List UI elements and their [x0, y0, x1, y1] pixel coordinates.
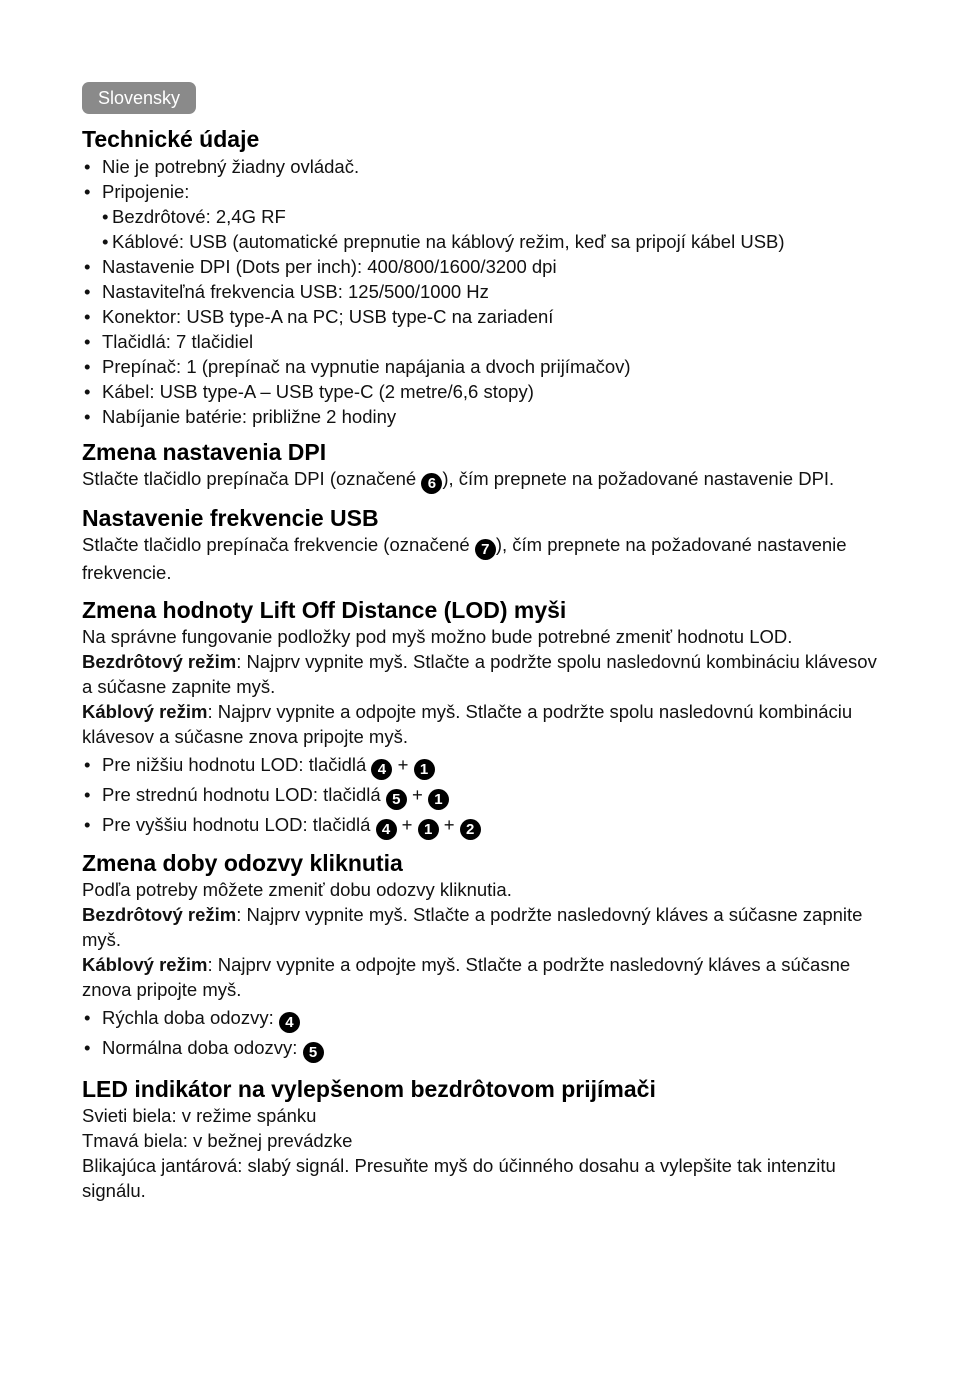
- click-intro: Podľa potreby môžete zmeniť dobu odozvy kliknutia.: [82, 879, 512, 900]
- connection-wired: • Káblové: USB (automatické prepnutie na káblový režim, keď sa pripojí kábel USB): [102, 229, 882, 254]
- specs-heading: Technické údaje: [82, 126, 260, 152]
- click-response-heading: Zmena doby odozvy kliknutia: [82, 850, 403, 876]
- lod-low: • Pre nižšiu hodnotu LOD: tlačidlá 4 + 1: [82, 750, 882, 780]
- button-6-badge: 6: [421, 473, 442, 494]
- spec-charging: • Nabíjanie batérie: približne 2 hodiny: [82, 404, 882, 429]
- key-badge: 4: [279, 1012, 300, 1033]
- key-badge: 5: [303, 1042, 324, 1063]
- spec-switch: • Prepínač: 1 (prepínač na vypnutie napájania a dvoch prijímačov): [82, 354, 882, 379]
- language-tab: Slovensky: [82, 82, 196, 114]
- lod-intro: Na správne fungovanie podložky pod myš možno bude potrebné zmeniť hodnotu LOD.: [82, 626, 793, 647]
- key-badge: 4: [371, 759, 392, 780]
- lod-wired: Káblový režim: Najprv vypnite a odpojte myš. Stlačte a podržte spolu nasledovnú kombináciu klávesov a súčasne znova pripojte myš.: [82, 701, 853, 747]
- spec-buttons: • Tlačidlá: 7 tlačidiel: [82, 329, 882, 354]
- connection-sublist: [102, 204, 882, 254]
- key-badge: 1: [414, 759, 435, 780]
- key-badge: 5: [386, 789, 407, 810]
- spec-dpi: • Nastavenie DPI (Dots per inch): 400/800/1600/3200 dpi: [82, 254, 882, 279]
- usb-frequency-text: Stlačte tlačidlo prepínača frekvencie (označené 7 ), čím prepnete na požadované nastavenie frekvencie.: [82, 534, 847, 583]
- spec-usb-frequency: • Nastaviteľná frekvencia USB: 125/500/1000 Hz: [82, 279, 882, 304]
- spec-connection: [82, 179, 882, 254]
- led-line: Svieti biela: v režime spánku: [82, 1105, 317, 1126]
- lod-wireless: Bezdrôtový režim: Najprv vypnite myš. Stlačte a podržte spolu nasledovnú kombináciu klávesov a súčasne zapnite myš.: [82, 651, 877, 697]
- click-options: [82, 1003, 882, 1063]
- click-wired: Káblový režim: Najprv vypnite a odpojte myš. Stlačte a podržte nasledovný kláves a súčasne znova pripojte myš.: [82, 954, 851, 1000]
- key-badge: 4: [376, 819, 397, 840]
- lod-options: [82, 750, 882, 840]
- connection-wireless: • Bezdrôtové: 2,4G RF: [102, 204, 882, 229]
- dpi-text: Stlačte tlačidlo prepínača DPI (označené 6 ), čím prepnete na požadované nastavenie DPI.: [82, 468, 835, 492]
- lod-mid: • Pre strednú hodnotu LOD: tlačidlá 5 + 1: [82, 780, 882, 810]
- spec-connection-label: Pripojenie:: [102, 181, 190, 202]
- key-badge: 2: [460, 819, 481, 840]
- usb-frequency-heading: Nastavenie frekvencie USB: [82, 505, 379, 531]
- key-badge: 1: [428, 789, 449, 810]
- spec-driver: • Nie je potrebný žiadny ovládač.: [82, 154, 882, 179]
- click-fast: • Rýchla doba odozvy: 4: [82, 1003, 882, 1033]
- spec-connector: • Konektor: USB type-A na PC; USB type-C na zariadení: [82, 304, 882, 329]
- led-line: Tmavá biela: v bežnej prevádzke: [82, 1130, 353, 1151]
- lod-heading: Zmena hodnoty Lift Off Distance (LOD) myši: [82, 597, 567, 623]
- button-7-badge: 7: [475, 539, 496, 560]
- dpi-heading: Zmena nastavenia DPI: [82, 439, 327, 465]
- led-heading: LED indikátor na vylepšenom bezdrôtovom prijímači: [82, 1076, 656, 1102]
- lod-high: • Pre vyššiu hodnotu LOD: tlačidlá 4 + 1 + 2: [82, 810, 882, 840]
- specs-list: [82, 154, 882, 429]
- spec-cable: • Kábel: USB type-A – USB type-C (2 metre/6,6 stopy): [82, 379, 882, 404]
- manual-page: [82, 82, 882, 1203]
- led-line: Blikajúca jantárová: slabý signál. Presuňte myš do účinného dosahu a vylepšite tak intenzitu signálu.: [82, 1155, 836, 1201]
- click-wireless: Bezdrôtový režim: Najprv vypnite myš. Stlačte a podržte nasledovný kláves a súčasne zapnite myš.: [82, 904, 863, 950]
- click-normal: • Normálna doba odozvy: 5: [82, 1033, 882, 1063]
- key-badge: 1: [418, 819, 439, 840]
